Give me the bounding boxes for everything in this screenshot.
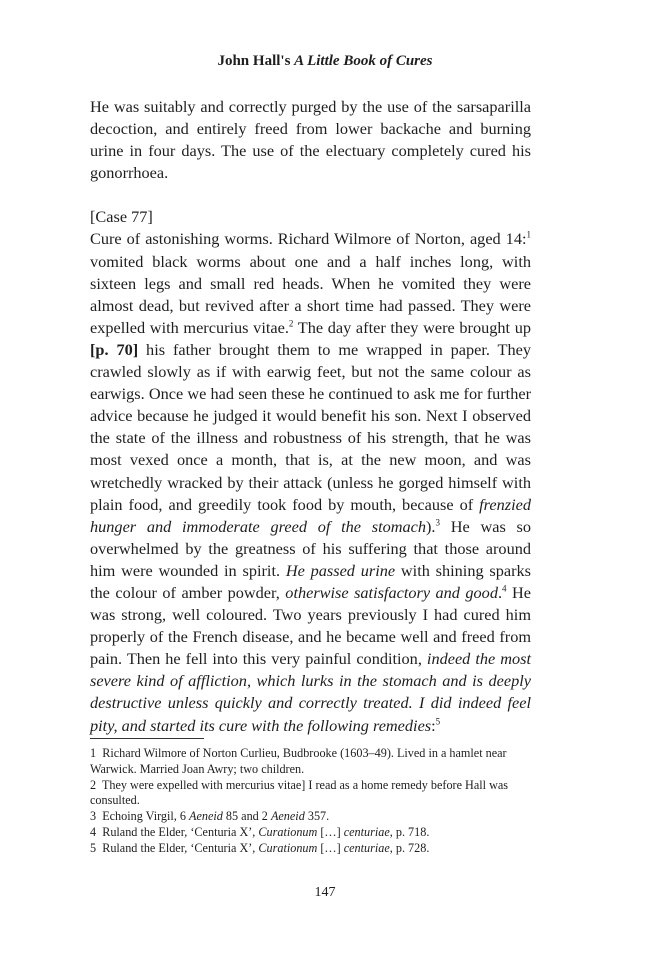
footnote-1 (90, 746, 531, 778)
footnote-italic: Aeneid (270, 809, 305, 824)
footnote-italic: centuriae (343, 840, 390, 855)
paragraph-2 (90, 228, 531, 736)
footnote-5 (90, 841, 531, 857)
footnote-number: 2 (90, 777, 97, 792)
footnote-3 (90, 809, 531, 825)
footnote-text: Ruland the Elder, ‘Centuria X’, (102, 824, 259, 839)
footnote-text: They were expelled with mercurius vitae] I read as a home remedy before Hall was consulted. (90, 777, 509, 808)
text-run: : (431, 715, 436, 735)
italic-run: frenzied hunger and immoderate greed of the stomach (90, 494, 531, 536)
text-run: ). (426, 516, 436, 536)
footnote-ref-2: 2 (288, 318, 294, 329)
text-run: . (497, 582, 503, 602)
footnote-italic: Curationum (258, 824, 318, 839)
footnotes (90, 746, 531, 857)
footnote-number: 4 (90, 824, 97, 839)
running-head-author: John Hall's (217, 53, 291, 69)
footnote-text: […] (317, 824, 344, 839)
text-run: with shining sparks the colour of amber powder, (90, 560, 531, 602)
text-run: Cure of astonishing worms. Richard Wilmore of Norton, aged 14: (90, 229, 527, 249)
paragraph-spacer (90, 184, 531, 206)
footnote-ref-5: 5 (435, 716, 441, 727)
footnote-4 (90, 825, 531, 841)
text-run: his father brought them to me wrapped in paper. They crawled slowly as if with earwig feet, but not the same colour as earwigs. Once we had seen these he continued to ask me for further advice because he judged it would benefit his son. Next I observed the state of the illness and robustness of his strength, that he was most vexed once a month, that is, at the new moon, and was wretchedly wracked by their attack (unless he gorged himself with plain food, and greedily took food by mouth, because of (90, 339, 531, 514)
running-head-title: A Little Book of Cures (294, 53, 433, 69)
italic-run: He passed urine (285, 560, 396, 580)
footnote-italic: centuriae (343, 824, 390, 839)
text-run: vomited black worms about one and a half inches long, with sixteen legs and small red heads. When he vomited they were almost dead, but revived after a short time had passed. They were expelled with mercurius vitae. (90, 251, 531, 337)
footnote-text: Echoing Virgil, 6 (102, 809, 190, 824)
footnote-ref-4: 4 (502, 583, 507, 594)
footnote-number: 5 (90, 840, 97, 855)
footnote-ref-3: 3 (435, 517, 441, 528)
italic-run: indeed the most severe kind of affliction, which lurks in the stomach and is deeply destructive unless quickly and correctly treated. I did indeed feel pity, and started its cure with the following remedies (90, 649, 531, 735)
footnote-text: 357. (304, 809, 330, 824)
footnote-text: Ruland the Elder, ‘Centuria X’, (102, 840, 259, 855)
footnote-ref-1: 1 (526, 230, 531, 241)
case-heading: [Case 77] (90, 207, 153, 227)
footnote-text: , p. 728. (389, 840, 430, 855)
page-marker: [p. 70] (90, 339, 139, 359)
footnote-number: 3 (90, 809, 97, 824)
paragraph-1: He was suitably and correctly purged by the use of the sarsaparilla decoction, and entirely freed from lower backache and burning urine in four days. The use of the electuary completely cured his gonorrhoea. (90, 97, 531, 183)
page-number: 147 (314, 885, 336, 900)
text-run: He was strong, well coloured. Two years previously I had cured him properly of the French disease, and he became well and freed from pain. Then he fell into this very painful condition, (90, 582, 531, 669)
footnote-italic: Curationum (258, 840, 318, 855)
italic-run: otherwise satisfactory and good (285, 582, 498, 602)
footnote-text: , p. 718. (389, 824, 430, 839)
footnote-text: […] (317, 840, 344, 855)
footnote-text: 85 and 2 (222, 809, 271, 824)
running-head (0, 53, 650, 70)
body-text (90, 96, 531, 737)
text-run: He was so overwhelmed by the greatness of his suffering that those around him were wounded in spirit. (90, 516, 531, 580)
footnote-text: Richard Wilmore of Norton Curlieu, Budbrooke (1603–49). Lived in a hamlet near Warwick. Married Joan Awry; two children. (90, 746, 507, 776)
footnote-2 (90, 778, 531, 810)
text-run: The day after they were brought up (293, 317, 531, 337)
footnote-number: 1 (90, 746, 97, 760)
footnote-italic: Aeneid (189, 809, 223, 824)
footnote-rule (90, 738, 204, 739)
